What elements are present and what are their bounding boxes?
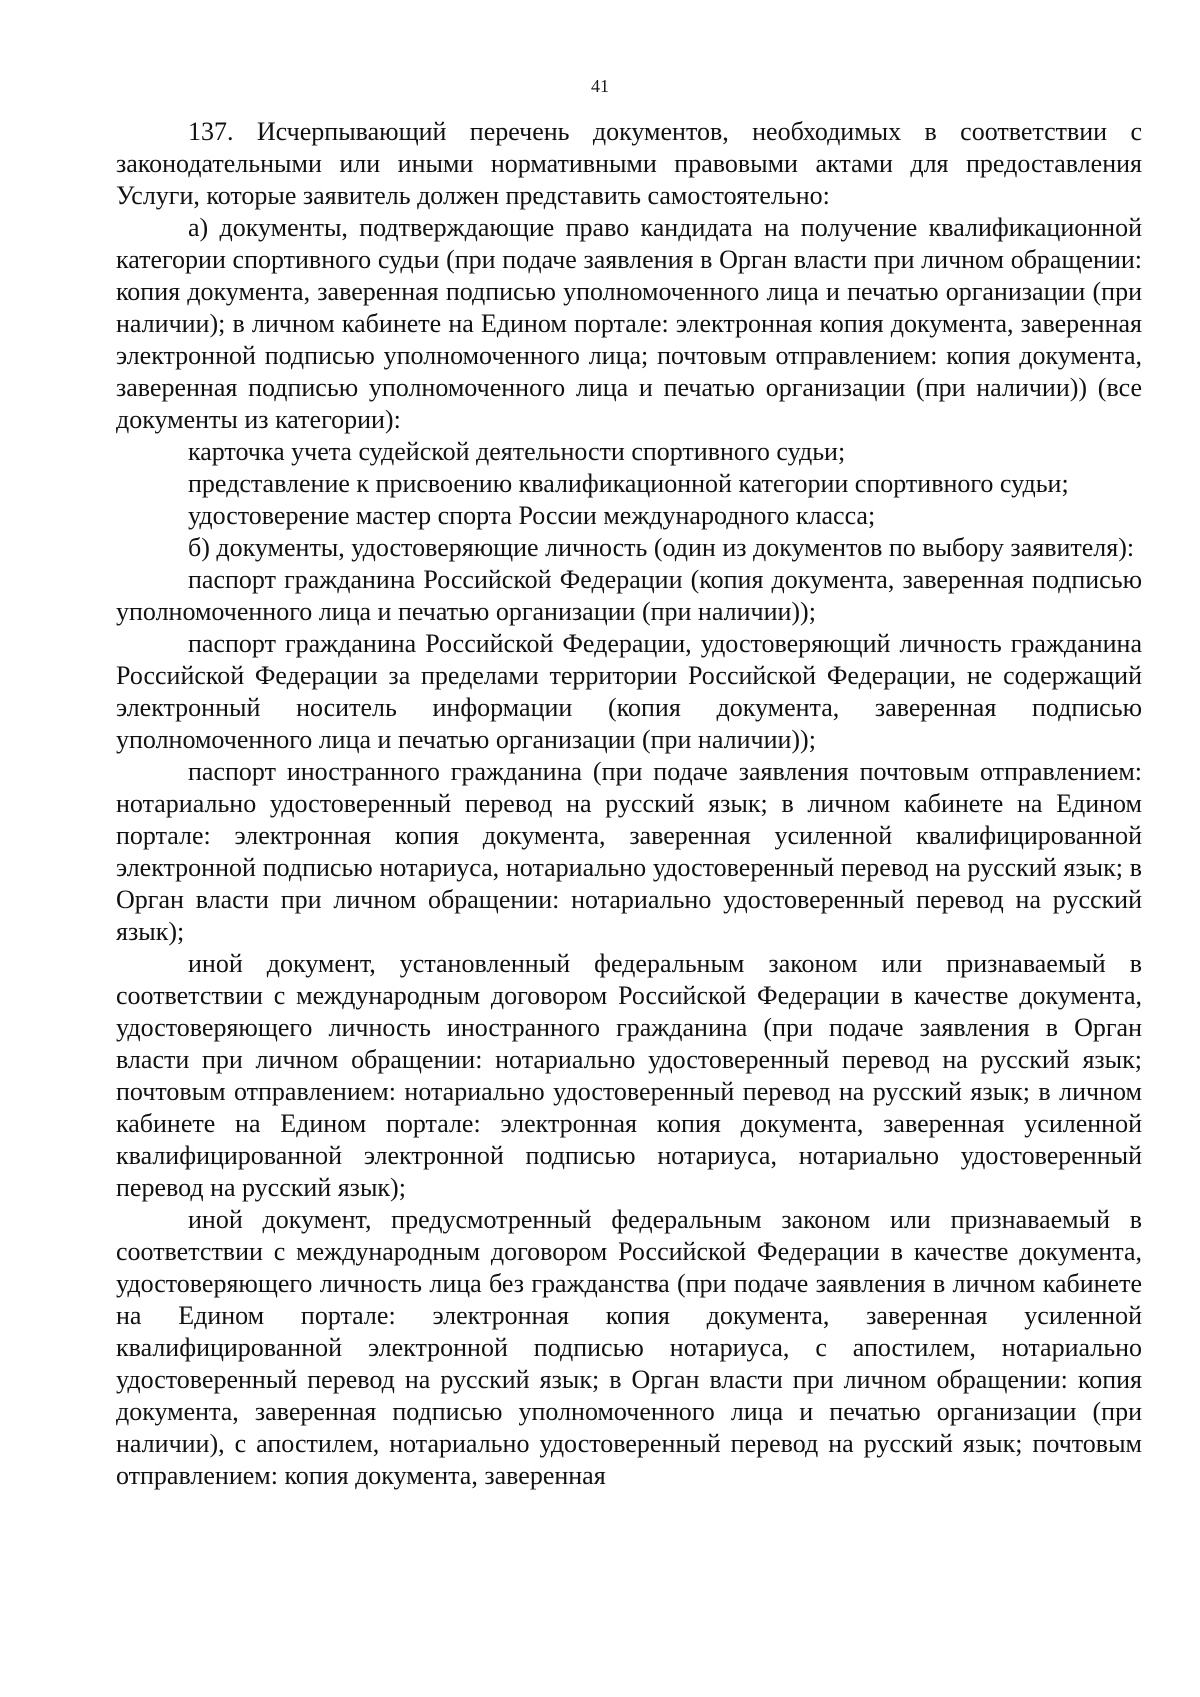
list-item-master-of-sport-certificate: удостоверение мастер спорта России международного класса;	[188, 501, 876, 530]
list-item-judge-activity-card: карточка учета судейской деятельности спортивного судьи;	[188, 437, 846, 466]
paragraph-137-intro: 137. Исчерпывающий перечень документов, необходимых в соответствии с законодательными или иными нормативными правовыми актами для предоставления Услуги, которые заявитель должен представить самостоятельно:	[116, 117, 1142, 210]
list-item-rf-foreign-passport: паспорт гражданина Российской Федерации, удостоверяющий личность гражданина Российской Федерации за пределами территории Российской Федерации, не содержащий электронный носитель информации (копия документа, заверенная подписью уполномоченного лица и печатью организации (при наличии));	[116, 629, 1142, 754]
list-item-stateless-person-id: иной документ, предусмотренный федеральным законом или признаваемый в соответствии с международным договором Российской Федерации в качестве документа, удостоверяющего личность лица без гражданства (при подаче заявления в личном кабинете на Едином портале: электронная копия документа, заверенная усиленной квалифицированной электронной подписью нотариуса, с апостилем, нотариально удостоверенный перевод на русский язык; в Орган власти при личном обращении: копия документа, заверенная подписью уполномоченного лица и печатью организации (при наличии), с апостилем, нотариально удостоверенный перевод на русский язык; почтовым отправлением: копия документа, заверенная	[116, 1205, 1142, 1490]
paragraph-b-identity-documents: б) документы, удостоверяющие личность (один из документов по выбору заявителя):	[188, 533, 1135, 562]
paragraph-a-qualification-documents: а) документы, подтверждающие право кандидата на получение квалификационной категории спортивного судьи (при подаче заявления в Орган власти при личном обращении: копия документа, заверенная подписью уполномоченного лица и печатью организации (при наличии); в личном кабинете на Едином портале: электронная копия документа, заверенная электронной подписью уполномоченного лица; почтовым отправлением: копия документа, заверенная подписью уполномоченного лица и печатью организации (при наличии)) (все документы из категории):	[116, 213, 1142, 434]
list-item-other-foreign-id: иной документ, установленный федеральным законом или признаваемый в соответствии с международным договором Российской Федерации в качестве документа, удостоверяющего личность иностранного гражданина (при подаче заявления в Орган власти при личном обращении: нотариально удостоверенный перевод на русский язык; почтовым отправлением: нотариально удостоверенный перевод на русский язык; в личном кабинете на Едином портале: электронная копия документа, заверенная усиленной квалифицированной электронной подписью нотариуса, нотариально удостоверенный перевод на русский язык);	[116, 949, 1142, 1202]
list-item-foreign-citizen-passport: паспорт иностранного гражданина (при подаче заявления почтовым отправлением: нотариально удостоверенный перевод на русский язык; в личном кабинете на Едином портале: электронная копия документа, заверенная усиленной квалифицированной электронной подписью нотариуса, нотариально удостоверенный перевод на русский язык; в Орган власти при личном обращении: нотариально удостоверенный перевод на русский язык);	[116, 757, 1142, 946]
list-item-category-submission: представление к присвоению квалификационной категории спортивного судьи;	[188, 469, 1069, 498]
document-body	[116, 116, 1142, 1492]
list-item-rf-passport: паспорт гражданина Российской Федерации (копия документа, заверенная подписью уполномоченного лица и печатью организации (при наличии));	[116, 565, 1142, 626]
page-number: 41	[591, 76, 609, 96]
